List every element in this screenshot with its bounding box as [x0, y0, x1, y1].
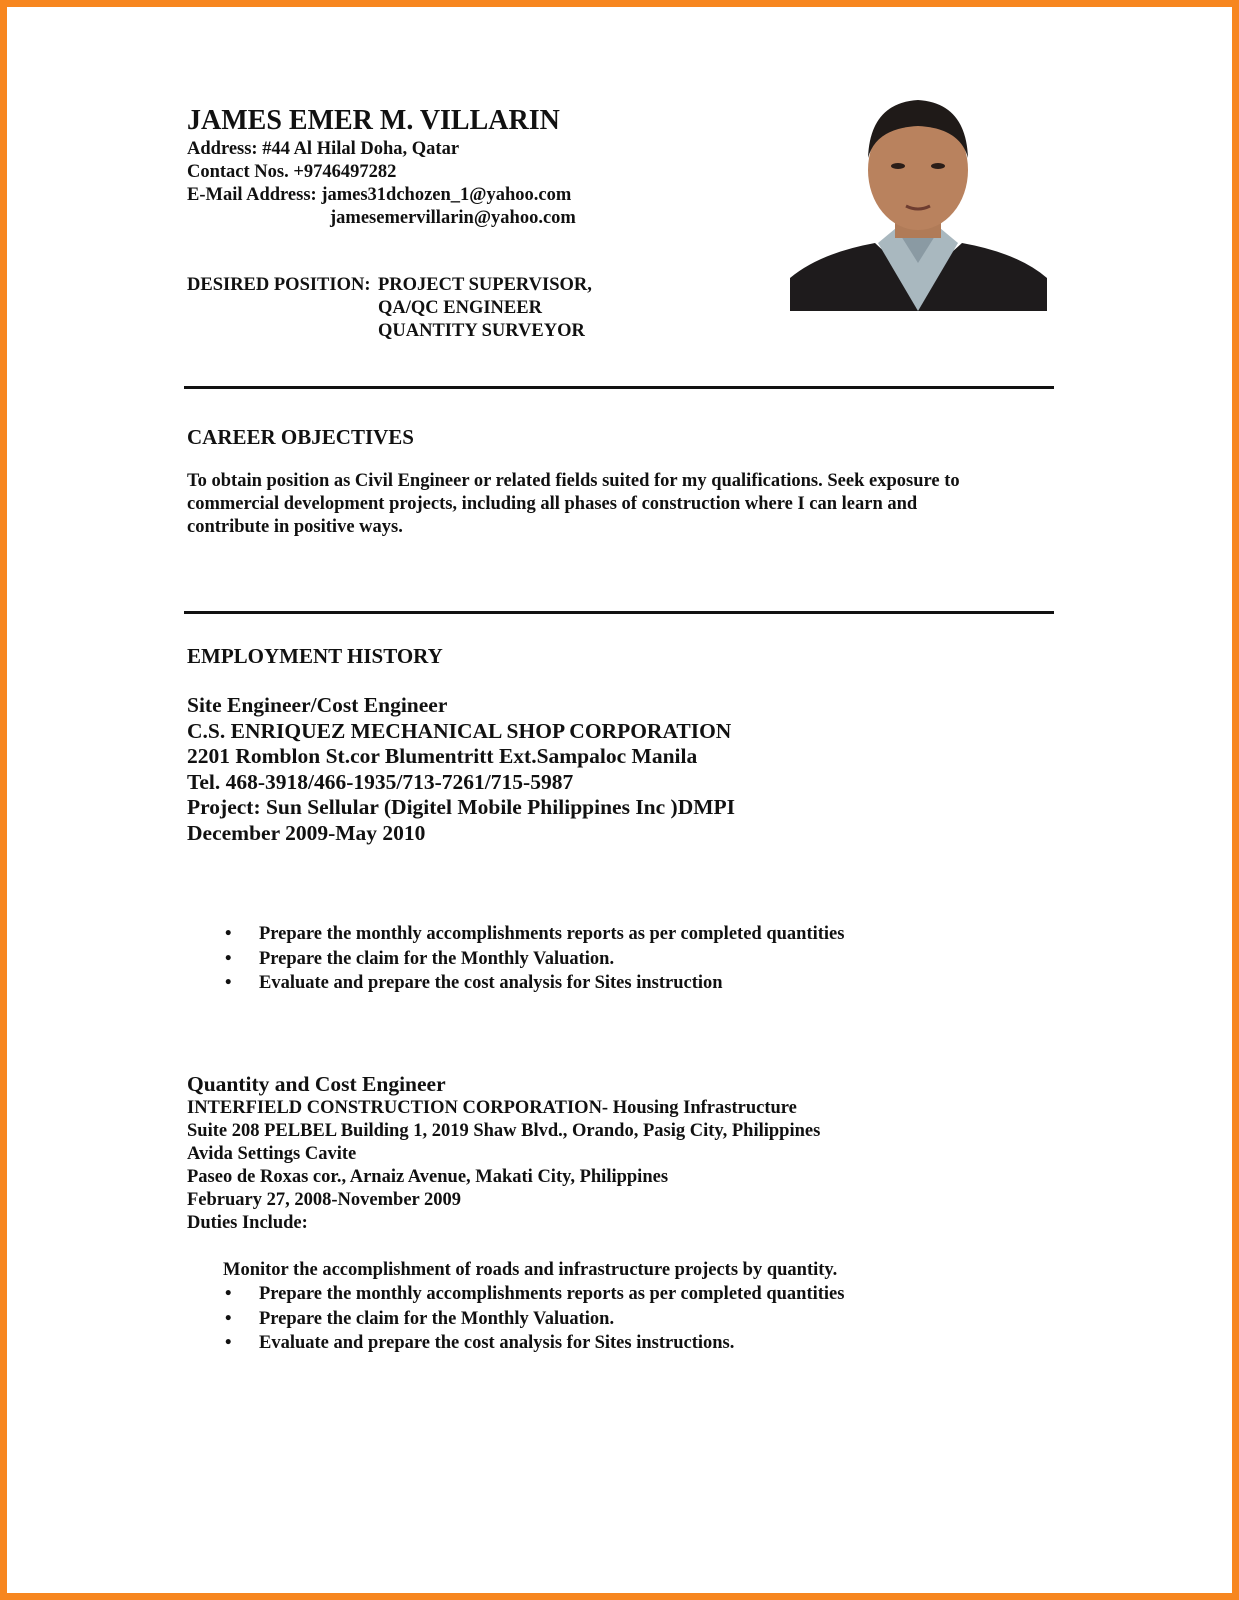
contact-number: Contact Nos. +9746497282 — [187, 162, 397, 182]
job-1-details — [187, 693, 735, 846]
project-address: Paseo de Roxas cor., Arnaiz Avenue, Makati City, Philippines — [187, 1167, 669, 1187]
address: Address: #44 Al Hilal Doha, Qatar — [187, 139, 460, 159]
list-item: • Prepare the monthly accomplishments reports as per completed quantities — [187, 923, 844, 946]
list-item: • Prepare the claim for the Monthly Valuation. — [187, 948, 844, 971]
profile-photo — [790, 78, 1047, 311]
company: INTERFIELD CONSTRUCTION CORPORATION- Housing Infrastructure — [187, 1098, 797, 1118]
job-2-duties — [187, 1283, 844, 1355]
section-divider — [184, 386, 1054, 389]
job-2-title: Quantity and Cost Engineer — [187, 1072, 446, 1096]
job-2-duty-intro: Monitor the accomplishment of roads and infrastructure projects by quantity. — [223, 1260, 838, 1280]
date-range: February 27, 2008-November 2009 — [187, 1190, 462, 1210]
resume-page — [7, 7, 1232, 1593]
job-2-details — [187, 1097, 820, 1235]
career-objective-text — [187, 470, 960, 539]
email-label: E-Mail Address: — [187, 185, 322, 205]
contact-block — [187, 138, 576, 230]
applicant-name: JAMES EMER M. VILLARIN — [187, 105, 560, 136]
section-divider — [184, 611, 1054, 614]
company-address: 2201 Romblon St.cor Blumentritt Ext.Sampaloc Manila — [187, 744, 698, 768]
list-item: • Prepare the claim for the Monthly Valuation. — [187, 1308, 844, 1331]
email-2: jamesemervillarin@yahoo.com — [330, 208, 576, 228]
text-line: To obtain position as Civil Engineer or related fields suited for my qualifications. Seek exposure to — [187, 471, 960, 491]
project: Avida Settings Cavite — [187, 1144, 357, 1164]
career-heading: CAREER OBJECTIVES — [187, 425, 414, 449]
position-item: QUANTITY SURVEYOR — [378, 321, 585, 341]
job-title: Site Engineer/Cost Engineer — [187, 693, 448, 717]
duties-label: Duties Include: — [187, 1213, 308, 1233]
list-item: • Prepare the monthly accomplishments reports as per completed quantities — [187, 1283, 844, 1306]
list-item: • Evaluate and prepare the cost analysis for Sites instructions. — [187, 1332, 844, 1355]
company-phone: Tel. 468-3918/466-1935/713-7261/715-5987 — [187, 769, 574, 794]
position-item: PROJECT SUPERVISOR, — [378, 275, 592, 295]
position-item: QA/QC ENGINEER — [378, 298, 542, 318]
job-1-duties — [187, 923, 844, 995]
email-line — [187, 184, 576, 207]
company-address: Suite 208 PELBEL Building 1, 2019 Shaw Blvd., Orando, Pasig City, Philippines — [187, 1121, 821, 1141]
desired-position-label: DESIRED POSITION: — [187, 275, 371, 295]
employment-heading: EMPLOYMENT HISTORY — [187, 644, 443, 668]
project: Project: Sun Sellular (Digitel Mobile Philippines Inc )DMPI — [187, 795, 736, 819]
list-item: • Evaluate and prepare the cost analysis for Sites instruction — [187, 972, 844, 995]
email-1: james31dchozen_1@yahoo.com — [321, 185, 572, 205]
date-range: December 2009-May 2010 — [187, 820, 426, 845]
company: C.S. ENRIQUEZ MECHANICAL SHOP CORPORATION — [187, 718, 732, 743]
text-line: commercial development projects, including all phases of construction where I can learn and — [187, 494, 918, 514]
desired-position — [187, 274, 592, 343]
text-line: contribute in positive ways. — [187, 517, 403, 537]
